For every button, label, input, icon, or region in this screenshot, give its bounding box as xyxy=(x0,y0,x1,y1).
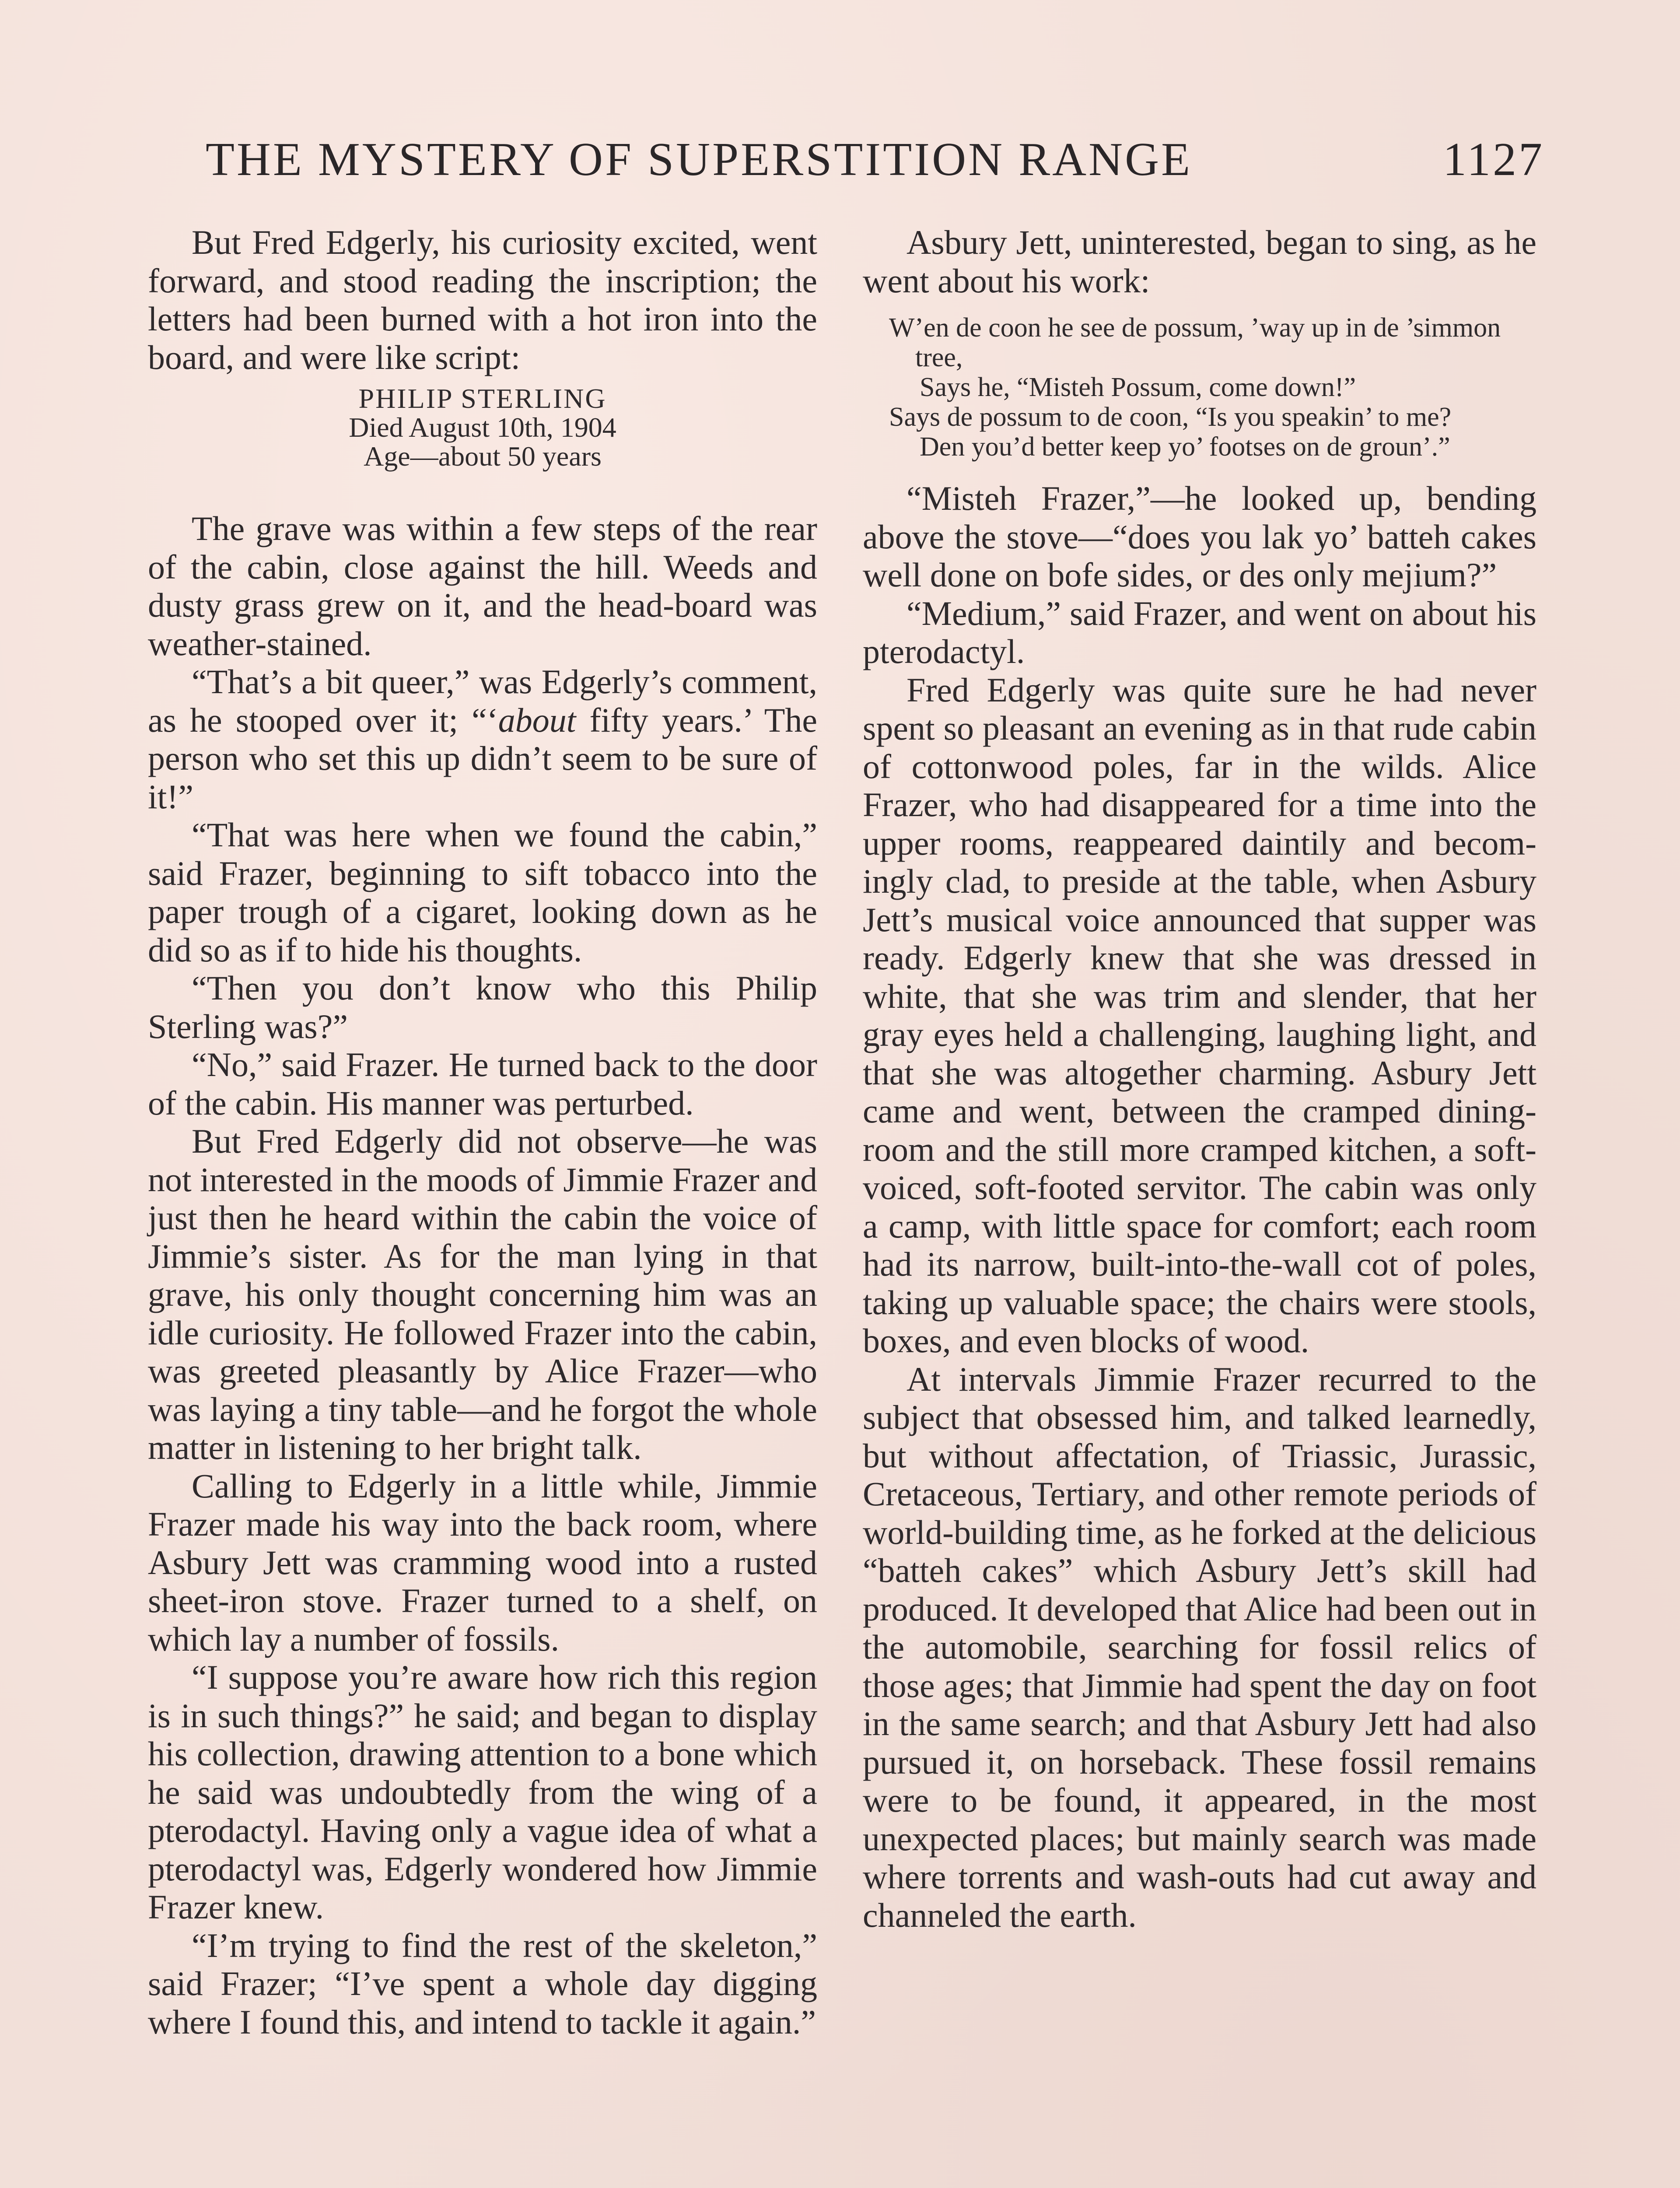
paragraph: Fred Edgerly was quite sure he had never spent so pleasant an evening as in that rude cabin of cottonwood poles, far in the wilds. Alice Frazer, who had disappeared for a time into the upper rooms, reappeared daintily and becomingly clad, to preside at the table, when Asbury Jett’s musical voice announced that supper was ready. Edgerly knew that she was dressed in white, that she was trim and slender, that her gray eyes held a challenging, laughing light, and that she was altogether charming. Asbury Jett came and went, between the cramped dining-room and the still more cramped kitchen, a soft-voiced, soft-footed servitor. The cabin was only a camp, with little space for comfort; each room had its narrow, built-into-the-wall cot of poles, taking up valuable space; the chairs were stools, boxes, and even blocks of wood. xyxy=(863,670,1536,1360)
paragraph xyxy=(148,663,817,816)
verse-line: Den you’d better keep yo’ footses on de groun’.” xyxy=(920,432,1450,462)
paragraph: Asbury Jett, uninterested, began to sing, as he went about his work: xyxy=(863,223,1536,300)
emphasis: about xyxy=(498,701,576,739)
verse-line: W’en de coon he see de possum, ’way up in de ’simmon tree, xyxy=(889,313,1501,372)
paragraph: But Fred Edgerly did not observe—he was not interested in the moods of Jimmie Frazer and just then he heard within the cabin the voice of Jimmie’s sister. As for the man lying in that grave, his only thought concerning him was an idle curiosity. He followed Frazer into the cabin, was greeted pleasantly by Alice Frazer—who was laying a tiny table—and he forgot the whole matter in listening to her bright talk. xyxy=(148,1122,817,1466)
paragraph: “I suppose you’re aware how rich this region is in such things?” he said; and began to display his collection, drawing attention to a bone which he said was undoubtedly from the wing of a pterodactyl. Having only a vague idea of what a pterodactyl was, Edgerly wondered how Jimmie Frazer knew. xyxy=(148,1658,817,1926)
paragraph: The grave was within a few steps of the rear of the cabin, close against the hill. Weeds and dusty grass grew on it, and the head-board was weather-stained. xyxy=(148,509,817,663)
left-column xyxy=(148,223,817,2041)
text-run: fifty years.’ The person who set this up didn’t seem to be sure of it!” xyxy=(148,701,817,816)
grave-inscription xyxy=(148,384,817,471)
text-run: “That’s a bit queer,” was Edgerly’s comment, as he stooped over it; “‘ xyxy=(148,663,817,739)
inscription-died: Died August 10th, 1904 xyxy=(349,412,616,443)
paragraph: At intervals Jimmie Frazer recurred to the subject that obsessed him, and talked learnedly, but without affectation, of Triassic, Jurassic, Cretaceous, Tertiary, and other remote periods of world-building time, as he forked at the delicious “batteh cakes” which Asbury Jett’s skill had produced. It developed that Alice had been out in the automobile, searching for fossil relics of those ages; that Jimmie had spent the day on foot in the same search; and that Asbury Jett had also pursued it, on horseback. These fossil remains were to be found, it appeared, in the most unexpected places; but mainly search was made where torrents and wash-outs had cut away and channeled the earth. xyxy=(863,1360,1536,1934)
page-number: 1127 xyxy=(1443,133,1544,186)
paragraph: “I’m trying to find the rest of the skeleton,” said Frazer; “I’ve spent a whole day digging where I found this, and intend to tackle it again.” xyxy=(148,1926,817,2041)
paragraph: Calling to Edgerly in a little while, Jimmie Frazer made his way into the back room, where Asbury Jett was cramming wood into a rusted sheet-iron stove. Frazer turned to a shelf, on which lay a number of fossils. xyxy=(148,1466,817,1658)
inscription-age: Age—about 50 years xyxy=(364,441,602,472)
paragraph: “That was here when we found the cabin,” said Frazer, beginning to sift tobacco into the paper trough of a cigaret, looking down as he did so as if to hide his thoughts. xyxy=(148,816,817,969)
inscription-name: PHILIP STERLING xyxy=(358,383,607,414)
paragraph: “Medium,” said Frazer, and went on about his pterodactyl. xyxy=(863,594,1536,670)
paragraph: “Then you don’t know who this Philip Sterling was?” xyxy=(148,969,817,1045)
running-header xyxy=(201,131,1544,188)
verse-line: Says he, “Misteh Possum, come down!” xyxy=(920,372,1356,402)
verse-line: Says de possum to de coon, “Is you speakin’ to me? xyxy=(889,402,1452,432)
paragraph: But Fred Edgerly, his curiosity excited, went forward, and stood reading the inscription; the letters had been burned with a hot iron into the board, and were like script: xyxy=(148,223,817,376)
paragraph: “Misteh Frazer,”—he looked up, bending above the stove—“does you lak yo’ batteh cakes well done on bofe sides, or des only mejium?” xyxy=(863,479,1536,594)
song-verse xyxy=(863,313,1536,462)
right-column xyxy=(863,223,1536,1934)
running-title: THE MYSTERY OF SUPERSTITION RANGE xyxy=(206,133,1193,186)
paragraph: “No,” said Frazer. He turned back to the door of the cabin. His manner was perturbed. xyxy=(148,1045,817,1122)
